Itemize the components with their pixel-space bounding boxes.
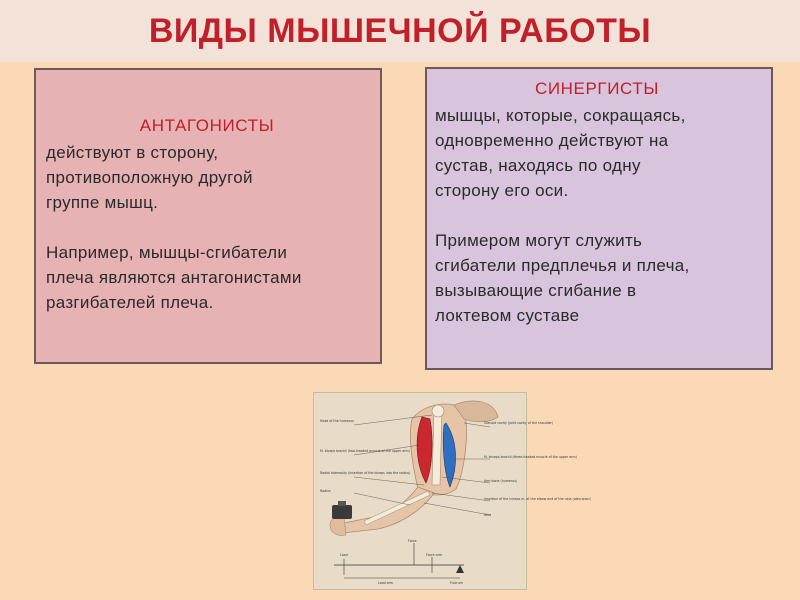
text-line: вызывающие сгибание в	[435, 281, 637, 300]
figure-label: Radius	[320, 489, 331, 493]
figure-label: Force	[408, 539, 417, 543]
hand	[330, 516, 346, 535]
humerus-bone	[432, 409, 442, 485]
figure-label: Insertion of the triceps m. at the elbow end of the ulna (olecranon)	[484, 497, 591, 501]
figure-label: Ulna	[484, 513, 492, 517]
antagonists-box	[34, 68, 382, 364]
text-line: мышцы, которые, сокращаясь,	[435, 106, 686, 125]
antagonists-heading: АНТАГОНИСТЫ	[139, 116, 275, 135]
text-line: действуют в сторону,	[46, 143, 219, 162]
antagonists-definition	[46, 140, 368, 215]
figure-label: Fulcrum	[450, 581, 463, 585]
text-line: группе мышц.	[46, 193, 159, 212]
text-line: одновременно действуют на	[435, 131, 669, 150]
weight-load	[332, 505, 352, 519]
synergists-definition	[435, 103, 759, 203]
text-line: разгибателей плеча.	[46, 293, 214, 312]
weight-handle	[338, 501, 346, 506]
slide-title: ВИДЫ МЫШЕЧНОЙ РАБОТЫ	[148, 11, 652, 50]
figure-label: Load	[340, 553, 348, 557]
text-line: противоположную другой	[46, 168, 253, 187]
figure-label: Glenoid cavity (joint cavity of the shoulder)	[484, 421, 554, 425]
figure-label: Radial tuberosity (insertion of the biceps into the radius)	[320, 471, 411, 475]
synergists-example	[435, 228, 759, 328]
synergists-heading: СИНЕРГИСТЫ	[534, 79, 660, 98]
text-line: сторону его оси.	[435, 181, 569, 200]
antagonists-example	[46, 240, 368, 315]
figure-label: Arm bone (humerus)	[484, 479, 518, 483]
text-line: локтевом суставе	[435, 306, 580, 325]
figure-label: Force arm	[426, 553, 442, 557]
figure-label: M. biceps brachii (two-headed muscle of the upper arm)	[320, 449, 410, 453]
lever-diagram	[334, 543, 464, 578]
figure-label: Head of the humerus	[320, 419, 354, 423]
figure-label: M. triceps brachii (three-headed muscle of the upper arm)	[484, 455, 577, 459]
text-line: сгибатели предплечья и плеча,	[435, 256, 690, 275]
text-line: Примером могут служить	[435, 231, 643, 250]
title-band	[0, 0, 800, 62]
text-line: Например, мышцы-сгибатели	[46, 243, 288, 262]
synergists-box	[425, 67, 773, 370]
text-line: плеча являются антагонистами	[46, 268, 302, 287]
text-line: сустав, находясь по одну	[435, 156, 641, 175]
arm-muscle-illustration	[313, 392, 591, 590]
figure-label: Load arm	[378, 581, 393, 585]
humerus-head	[432, 405, 444, 417]
